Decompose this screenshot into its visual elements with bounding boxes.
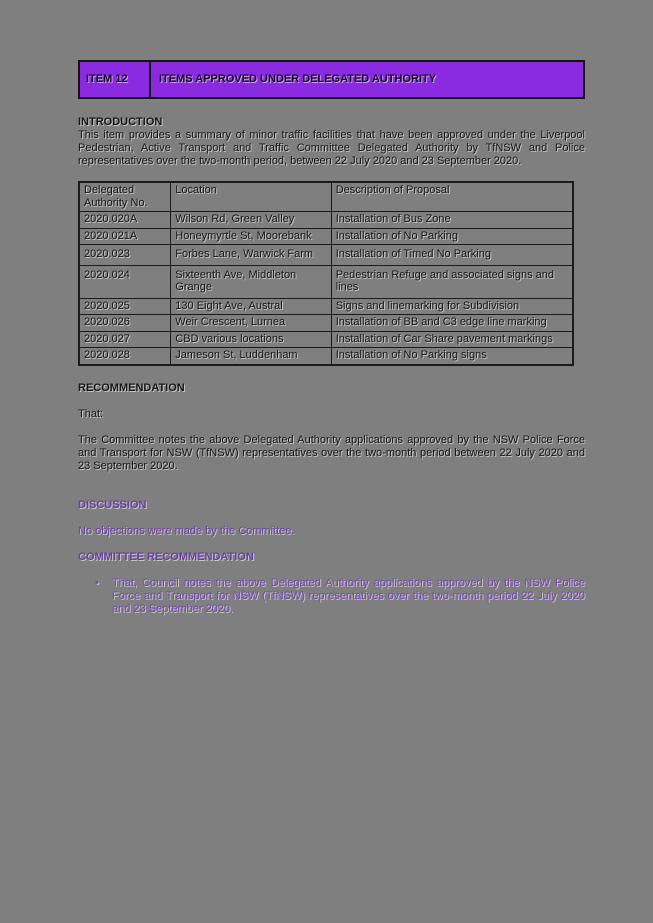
cell-location: 130 Eight Ave, Austral <box>171 298 331 315</box>
cell-location: CBD various locations <box>171 331 331 348</box>
committee-recommendation-item <box>78 577 585 616</box>
introduction-heading: INTRODUCTION <box>78 116 163 128</box>
item-title: ITEMS APPROVED UNDER DELEGATED AUTHORITY <box>159 73 437 85</box>
col-header-authority-no: Delegated Authority No. <box>79 182 171 212</box>
item-header-bar <box>78 60 585 99</box>
cell-description: Installation of BB and C3 edge line marking <box>331 315 573 332</box>
cell-location: Jameson St, Luddenham <box>171 348 331 365</box>
cell-description: Installation of Bus Zone <box>331 212 573 229</box>
cell-description: Installation of Timed No Parking <box>331 245 573 266</box>
cell-authority-no: 2020.024 <box>79 265 171 298</box>
col-header-location: Location <box>171 182 331 212</box>
table-row <box>79 298 573 315</box>
cell-description: Pedestrian Refuge and associated signs and lines <box>331 265 573 298</box>
item-number: ITEM 12 <box>80 62 151 97</box>
cell-authority-no: 2020.028 <box>79 348 171 365</box>
cell-location: Wilson Rd, Green Valley <box>171 212 331 229</box>
cell-authority-no: 2020.023 <box>79 245 171 266</box>
table-row <box>79 315 573 332</box>
recommendation-lead: That: <box>78 407 104 420</box>
recommendation-paragraph: The Committee notes the above Delegated Authority applications approved by the NSW Police Force and Transport for NSW (TfNSW) representatives over the two-month period between 22 July 2020 and 23 September 2020. <box>78 433 585 472</box>
table-header-row <box>79 182 573 212</box>
table-row <box>79 265 573 298</box>
cell-description: Installation of No Parking <box>331 228 573 245</box>
delegated-authority-table <box>78 181 574 366</box>
cell-authority-no: 2020.026 <box>79 315 171 332</box>
bullet-icon: • <box>95 576 99 589</box>
discussion-heading: DISCUSSION <box>78 498 147 511</box>
table-row <box>79 228 573 245</box>
cell-location: Sixteenth Ave, Middleton Grange <box>171 265 331 298</box>
cell-location: Honeymyrtle St, Moorebank <box>171 228 331 245</box>
table-row <box>79 348 573 365</box>
cell-authority-no: 2020.025 <box>79 298 171 315</box>
cell-authority-no: 2020.020A <box>79 212 171 229</box>
committee-recommendation-text: That, Council notes the above Delegated Authority applications approved by the NSW Police Force and Transport for NSW (TfNSW) representatives over the two-month period 22 July 2020 and 23 September 2020. <box>112 576 585 615</box>
cell-description: Installation of Car Share pavement markings <box>331 331 573 348</box>
table-row <box>79 212 573 229</box>
document-content <box>78 60 585 629</box>
cell-authority-no: 2020.021A <box>79 228 171 245</box>
table-row <box>79 331 573 348</box>
committee-recommendation-heading: COMMITTEE RECOMMENDATION <box>78 550 254 563</box>
discussion-paragraph: No objections were made by the Committee. <box>78 524 295 537</box>
cell-description: Signs and linemarking for Subdivision <box>331 298 573 315</box>
recommendation-heading: RECOMMENDATION <box>78 381 185 394</box>
col-header-description: Description of Proposal <box>331 182 573 212</box>
cell-description: Installation of No Parking signs <box>331 348 573 365</box>
cell-location: Forbes Lane, Warwick Farm <box>171 245 331 266</box>
introduction-paragraph: This item provides a summary of minor traffic facilities that have been approved under the Liverpool Pedestrian, Active Transport and Traffic Committee Delegated Authority by TfNSW and Police representatives over the two-month period, between 22 July 2020 and 23 September 2020. <box>78 129 585 167</box>
cell-authority-no: 2020.027 <box>79 331 171 348</box>
cell-location: Weir Crescent, Lurnea <box>171 315 331 332</box>
table-row <box>79 245 573 266</box>
